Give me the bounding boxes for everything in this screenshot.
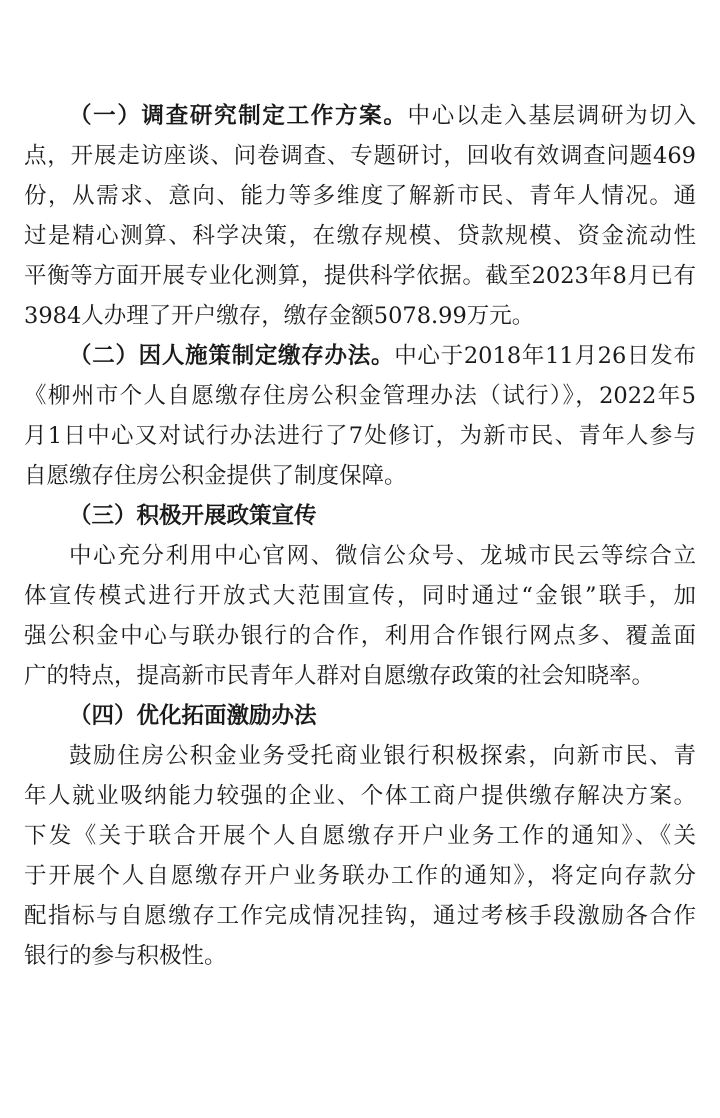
paragraph-line: 鼓励住房公积金业务受托商业银行积极探索，向新市民、青 [69, 743, 696, 769]
paragraph-line: 自愿缴存住房公积金提供了制度保障。 [24, 463, 407, 489]
paragraph-line [24, 336, 696, 376]
paragraph-line: 3984人办理了开户缴存，缴存金额5078.99万元。 [24, 303, 535, 329]
document-body [24, 96, 696, 976]
section-heading: （三）积极开展政策宣传 [69, 503, 317, 529]
paragraph-text: 中心以走入基层调研为切入 [407, 103, 696, 129]
paragraph-text: 中心于2018年11月26日发布 [394, 343, 696, 369]
paragraph-line [24, 496, 696, 536]
paragraph-line: 下发《关于联合开展个人自愿缴存开户业务工作的通知》、《关 [24, 823, 696, 849]
paragraph-line [24, 96, 696, 136]
paragraph-line: 平衡等方面开展专业化测算，提供科学依据。截至2023年8月已有 [24, 263, 696, 289]
paragraph-line: 于开展个人自愿缴存开户业务联办工作的通知》，将定向存款分 [24, 863, 696, 889]
paragraph-line: 广的特点，提高新市民青年人群对自愿缴存政策的社会知晓率。 [24, 663, 655, 689]
section-heading: （二）因人施策制定缴存办法。 [69, 343, 395, 369]
section-heading: （四）优化拓面激励办法 [69, 703, 317, 729]
paragraph-line: 配指标与自愿缴存工作完成情况挂钩，通过考核手段激励各合作 [24, 903, 696, 929]
paragraph-line: 份，从需求、意向、能力等多维度了解新市民、青年人情况。通 [24, 183, 696, 209]
paragraph-line: 年人就业吸纳能力较强的企业、个体工商户提供缴存解决方案。 [24, 783, 696, 809]
paragraph-line: 强公积金中心与联办银行的合作，利用合作银行网点多、覆盖面 [24, 623, 696, 649]
section-heading: （一）调查研究制定工作方案。 [69, 103, 408, 129]
paragraph-line: 点，开展走访座谈、问卷调查、专题研讨，回收有效调查问题469 [24, 143, 696, 169]
paragraph-line: 《柳州市个人自愿缴存住房公积金管理办法（试行）》，2022年5 [24, 383, 696, 409]
paragraph-line: 月1日中心又对试行办法进行了7处修订，为新市民、青年人参与 [24, 423, 696, 449]
paragraph-line: 过是精心测算、科学决策，在缴存规模、贷款规模、资金流动性 [24, 223, 696, 249]
paragraph-line: 银行的参与积极性。 [24, 943, 227, 969]
paragraph-line: 体宣传模式进行开放式大范围宣传，同时通过“金银”联手，加 [24, 583, 696, 609]
paragraph-line: 中心充分利用中心官网、微信公众号、龙城市民云等综合立 [69, 543, 696, 569]
paragraph-line [24, 696, 696, 736]
